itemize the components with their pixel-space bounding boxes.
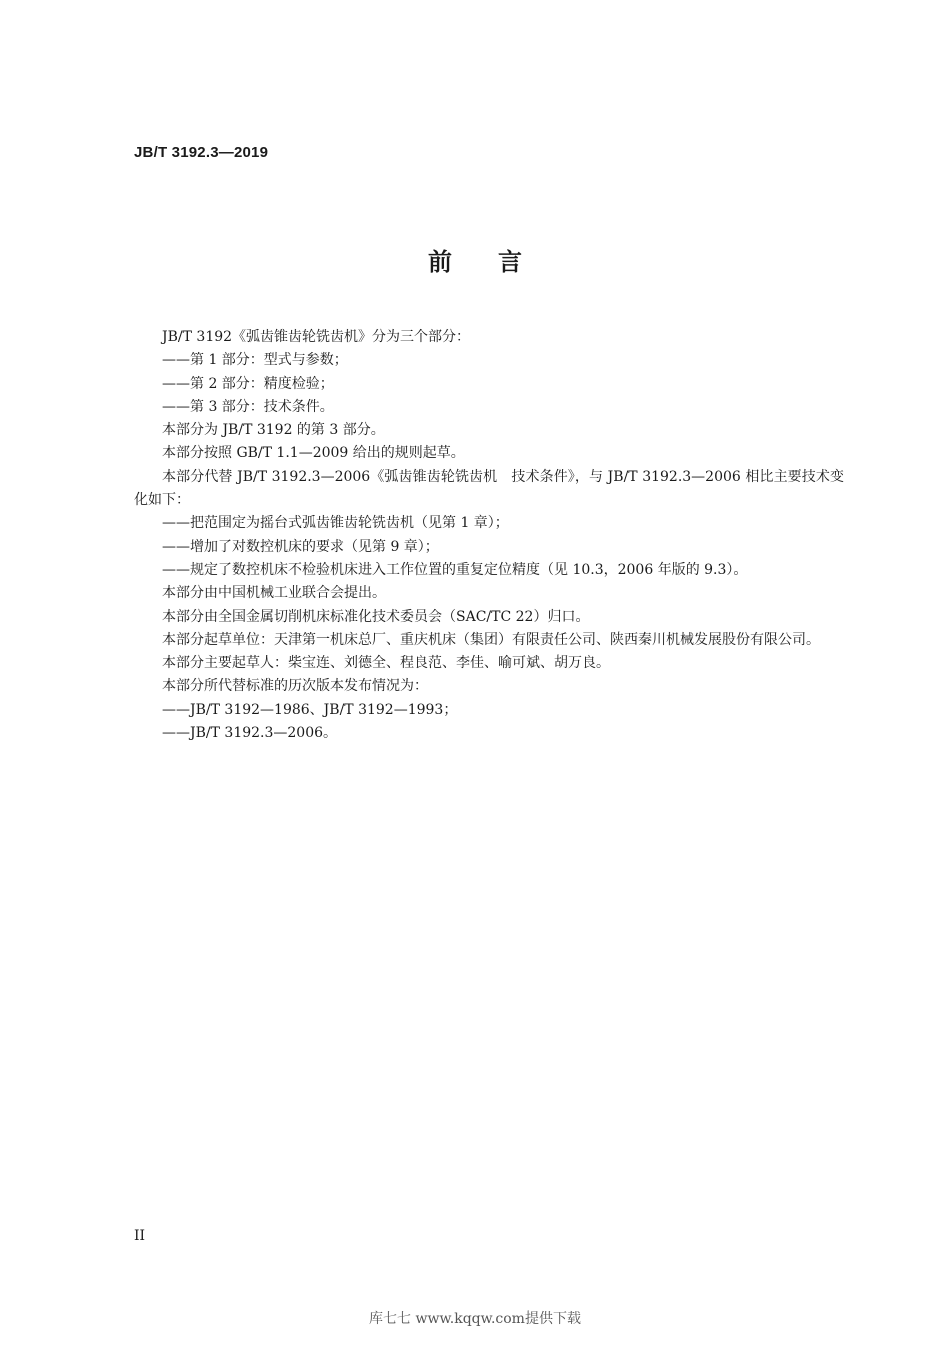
paragraph: ——增加了对数控机床的要求（见第 9 章）； — [162, 538, 439, 555]
paragraph: ——JB/T 3192—1986、JB/T 3192—1993； — [162, 701, 458, 718]
page-title: 前言 — [428, 248, 568, 276]
standard-code: JB/T 3192.3—2019 — [134, 144, 269, 161]
paragraph: 本部分由全国金属切削机床标准化技术委员会（SAC/TC 22）归口。 — [162, 608, 590, 625]
paragraph: 本部分所代替标准的历次版本发布情况为： — [162, 678, 428, 695]
paragraph: 本部分为 JB/T 3192 的第 3 部分。 — [162, 422, 385, 439]
foreword-body — [134, 326, 844, 745]
page-number: II — [134, 1228, 146, 1244]
paragraph: 本部分主要起草人：柴宝连、刘德全、程良范、李佳、喻可斌、胡万良。 — [162, 655, 610, 672]
download-watermark: 库七七 www.kqqw.com提供下载 — [369, 1311, 581, 1327]
paragraph: 本部分由中国机械工业联合会提出。 — [162, 585, 386, 602]
paragraph: ——第 2 部分：精度检验； — [162, 375, 334, 392]
paragraph: ——第 1 部分：型式与参数； — [162, 352, 348, 369]
paragraph: 本部分代替 JB/T 3192.3—2006《弧齿锥齿轮铣齿机 技术条件》，与 JB/T 3192.3—2006 相比主要技术变化如下： — [134, 468, 844, 509]
paragraph: 本部分按照 GB/T 1.1—2009 给出的规则起草。 — [162, 445, 465, 462]
paragraph: ——规定了数控机床不检验机床进入工作位置的重复定位精度（见 10.3，2006 年版的 9.3）。 — [162, 561, 748, 578]
paragraph: ——JB/T 3192.3—2006。 — [162, 725, 338, 742]
paragraph: JB/T 3192《弧齿锥齿轮铣齿机》分为三个部分： — [162, 329, 471, 345]
paragraph: ——把范围定为摇台式弧齿锥齿轮铣齿机（见第 1 章）； — [162, 515, 509, 532]
paragraph: 本部分起草单位：天津第一机床总厂、重庆机床（集团）有限责任公司、陕西秦川机械发展股份有限公司。 — [162, 631, 820, 648]
paragraph: ——第 3 部分：技术条件。 — [162, 398, 334, 415]
